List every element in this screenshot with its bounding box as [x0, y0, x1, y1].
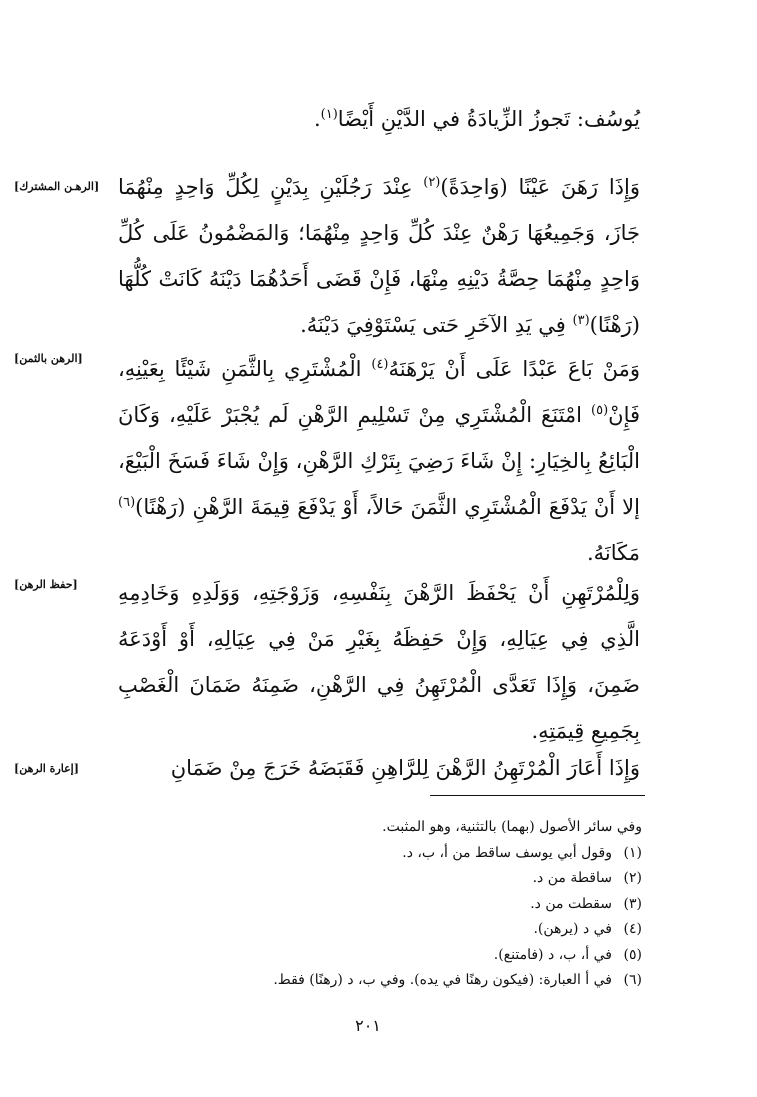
footnote-3 — [190, 892, 642, 918]
margin-note-lending-pledge: [إعارة الرهن] — [14, 762, 79, 775]
footnote-preface: وفي سائر الأصول (بهما) بالتثنية، وهو المثبت. — [382, 819, 642, 835]
footnote-text: في أ، ب، د (فامتنع). — [493, 946, 612, 963]
footnote-6 — [190, 968, 642, 994]
footnote-ref-4: (٤) — [371, 357, 389, 372]
footnote-4 — [190, 917, 642, 943]
footnotes — [190, 815, 642, 994]
footnote-text: ساقطة من د. — [532, 870, 612, 886]
footnote-ref-1: (١) — [320, 107, 338, 122]
paragraph-3-text-d: مَكَانَهُ. — [586, 541, 640, 565]
paragraph-3 — [118, 346, 640, 576]
footnote-text: في أ العبارة: (فيكون رهنًا في يده). وفي ب، د (رهنًا) فقط. — [273, 972, 612, 988]
footnote-separator — [430, 795, 645, 796]
paragraph-3-text-c: امْتَنَعَ الْمُشْتَرِي مِنْ تَسْلِيمِ الرَّهْنِ لَم يُجْبَرْ عَلَيْهِ، وَكَانَ الْبَائِعُ بِالخِيَارِ: إِنْ شَاءَ رَضِيَ بِتَرْكِ الرَّهْنِ، وَإِنْ شَاءَ فَسَخَ الْبَيْعَ، إلا أَنْ يَدْفَعَ الْمُشْتَرِي الثَّمَنَ حَالاً، أَوْ يَدْفَعَ قِيمَةَ الرَّهْنِ (رَهْنًا) — [118, 403, 640, 519]
footnote-text: في د (يرهن). — [533, 921, 612, 937]
footnote-ref-3: (٣) — [572, 313, 590, 328]
footnote-2 — [190, 866, 642, 892]
paragraph-1-end: . — [313, 107, 321, 131]
footnote-ref-6: (٦) — [118, 495, 136, 510]
paragraph-1 — [118, 96, 640, 142]
paragraph-3-text-b: الْمُشْتَرِي بِالثَّمَنِ شَيْئًا بِعَيْنِهِ، فَإِنْ — [118, 357, 640, 427]
margin-note-shared-pledge: [الرهـن المشترك] — [14, 180, 100, 193]
page-number: ٢٠١ — [355, 1016, 381, 1035]
paragraph-3-text-a: وَمَنْ بَاعَ عَبْدًا عَلَى أَنْ يَرْهَنَهُ — [388, 357, 640, 381]
footnote-number: (٦) — [623, 972, 642, 988]
footnote-5 — [190, 943, 642, 969]
footnote-number: (٥) — [623, 946, 642, 963]
footnote-ref-2: (٢) — [423, 175, 441, 190]
footnote-ref-5: (٥) — [591, 403, 609, 418]
paragraph-2-text-c: فِي يَدِ الآخَرِ حَتى يَسْتَوْفِيَ دَيْنَهُ. — [300, 313, 573, 337]
paragraph-4-text: وَلِلْمُرْتَهِنِ أَنْ يَحْفَظَ الرَّهْنَ بِنَفْسِهِ، وَزَوْجَتِهِ، وَوَلَدِهِ وَخَادِمِهِ الَّذِي فِي عِيَالِهِ، وَإِنْ حَفِظَهُ بِغَيْرِ مَنْ فِي عِيَالِهِ، أَوْ أَوْدَعَهُ ضَمِنَ، وَإِذَا تَعَدَّى الْمُرْتَهِنُ فِي الرَّهْنِ، ضَمِنَهُ ضَمَانَ الْغَصْبِ بِجَمِيعِ قِيمَتِهِ. — [118, 581, 640, 743]
paragraph-1-text: يُوسُف: تَجوزُ الزِّيادَةُ في الدَّيْنِ أَيْضًا — [337, 107, 640, 131]
paragraph-4 — [118, 570, 640, 754]
paragraph-5-text: وَإِذَا أَعَارَ الْمُرْتَهِنُ الرَّهْنَ لِلرَّاهِنِ فَقَبَضَهُ خَرَجَ مِنْ ضَمَانِ — [170, 756, 640, 780]
footnote-1 — [190, 841, 642, 867]
paragraph-2 — [118, 164, 640, 348]
paragraph-2-text-b: عِنْدَ رَجُلَيْنِ بِدَيْنٍ لِكُلِّ وَاحِدٍ مِنْهُمَا جَازَ، وَجَمِيعُهَا رَهْنٌ عِنْدَ كُلِّ وَاحِدٍ مِنْهُمَا؛ وَالمَضْمُونُ عَلَى كُلِّ وَاحِدٍ مِنْهُمَا حِصَّةُ دَيْنِهِ مِنْهَا، فَإِنْ قَضَى أَحَدُهُمَا دَيْنَهُ كَانَتْ كُلُّهَا (رَهْنًا) — [118, 175, 640, 337]
footnote-text: سقطت من د. — [530, 895, 612, 912]
footnote-number: (٣) — [623, 895, 642, 912]
margin-note-keeping-pledge: [حفظ الرهن] — [14, 578, 78, 591]
footnote-number: (١) — [623, 844, 642, 861]
paragraph-2-text-a: وَإِذَا رَهَنَ عَيْنًا (وَاحِدَةً) — [440, 175, 640, 199]
footnote-text: وقول أبي يوسف ساقط من أ، ب، د. — [402, 844, 612, 861]
paragraph-5 — [118, 745, 640, 791]
footnote-number: (٤) — [623, 921, 642, 937]
margin-note-pledge-for-price: [الرهن بالثمن] — [14, 352, 83, 365]
footnote-number: (٢) — [623, 870, 642, 886]
